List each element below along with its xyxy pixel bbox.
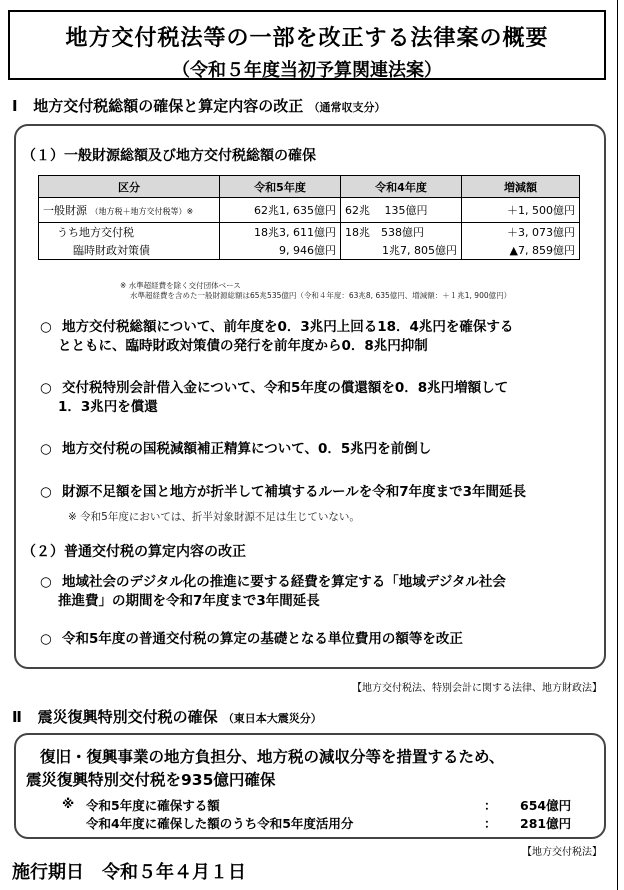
section2-text-line: 復旧・復興事業の地方負担分、地方税の減収分等を措置するため、 bbox=[40, 748, 505, 766]
table-cell: ＋3, 073億円 bbox=[462, 223, 580, 242]
table-cell: 9, 946億円 bbox=[220, 241, 341, 260]
table-footnote bbox=[120, 281, 511, 301]
subsection2-heading: （２）普通交付税の算定内容の改正 bbox=[22, 544, 246, 560]
table-cell: 18兆 538億円 bbox=[341, 223, 462, 242]
document-title: 地方交付税法等の一部を改正する法律案の概要 bbox=[65, 26, 549, 51]
table-footnote-line: 水準超経費を含めた一般財源総額は65兆535億円（令和４年度：63兆8, 635億円、増減額：＋１兆1, 900億円） bbox=[130, 291, 512, 300]
table-cell-label: 臨時財政対策債 bbox=[39, 241, 220, 260]
section2-row1-value: 654億円 bbox=[520, 798, 572, 813]
table-cell-label bbox=[39, 198, 220, 223]
section2-title-note: （東日本大震災分） bbox=[222, 712, 322, 725]
bullet-text: 地域社会のデジタル化の推進に要する経費を算定する「地域デジタル社会 bbox=[62, 574, 506, 590]
bullet-note: ※ 令和5年度においては、折半対象財源不足は生じていない。 bbox=[68, 511, 360, 523]
section2-row1-sep: ： bbox=[484, 798, 497, 813]
section1-heading bbox=[12, 95, 386, 116]
bullet-text-cont: 推進費」の期間を令和7年度まで3年間延長 bbox=[58, 593, 320, 609]
bullet-item bbox=[40, 630, 596, 649]
effective-date: 施行期日 令和５年４月１日 bbox=[12, 862, 246, 883]
bullet-text: 地方交付税総額について、前年度を0．3兆円上回る18．4兆円を確保する bbox=[62, 319, 514, 335]
table-footnote-line: ※ 水準超経費を除く交付団体ベース bbox=[120, 281, 241, 290]
bullet-mark: ○ bbox=[40, 574, 52, 590]
bullet-text-cont: 1．3兆円を償還 bbox=[58, 399, 158, 415]
bullet-item bbox=[40, 440, 596, 459]
section2-title: 震災復興特別交付税の確保 bbox=[37, 708, 218, 726]
section1-title: 地方交付税総額の確保と算定内容の改正 bbox=[33, 97, 304, 115]
bullet-mark: ○ bbox=[40, 380, 52, 396]
table-header: 増減額 bbox=[462, 176, 580, 198]
bullet-text: 財源不足額を国と地方が折半して補填するルールを令和7年度まで3年間延長 bbox=[62, 484, 527, 500]
bullet-item bbox=[40, 318, 596, 356]
table-cell: 62兆 135億円 bbox=[341, 198, 462, 223]
section2-note-mark: ※ bbox=[62, 796, 75, 811]
table-header: 令和4年度 bbox=[341, 176, 462, 198]
section1-numeral: Ⅰ bbox=[12, 97, 18, 115]
table-row bbox=[39, 198, 580, 223]
document-subtitle: （令和５年度当初予算関連法案） bbox=[172, 60, 442, 81]
finance-table bbox=[38, 175, 580, 260]
table-row bbox=[39, 223, 580, 242]
row-label: 一般財源 bbox=[43, 204, 87, 217]
table-cell: ▲7, 859億円 bbox=[462, 241, 580, 260]
bullet-mark: ○ bbox=[40, 319, 52, 335]
row-label-note: （地方税＋地方交付税等）※ bbox=[90, 207, 194, 216]
table-cell: 1兆7, 805億円 bbox=[341, 241, 462, 260]
page-edge-line bbox=[617, 0, 618, 890]
subsection1-heading: （１）一般財源総額及び地方交付税総額の確保 bbox=[22, 148, 316, 164]
bullet-text: 交付税特別会計借入金について、令和5年度の償還額を0．8兆円増額して bbox=[62, 380, 509, 396]
section2-numeral: Ⅱ bbox=[12, 708, 22, 726]
table-cell-label: うち地方交付税 bbox=[39, 223, 220, 242]
table-row bbox=[39, 241, 580, 260]
section1-citation: 【地方交付税法、特別会計に関する法律、地方財政法】 bbox=[352, 683, 602, 694]
title-box bbox=[8, 10, 606, 80]
section2-citation: 【地方交付税法】 bbox=[522, 847, 602, 858]
table-header: 区分 bbox=[39, 176, 220, 198]
section2-text-line: 震災復興特別交付税を935億円確保 bbox=[26, 771, 276, 789]
bullet-text: 令和5年度の普通交付税の算定の基礎となる単位費用の額等を改正 bbox=[62, 631, 463, 647]
table-cell: ＋1, 500億円 bbox=[462, 198, 580, 223]
bullet-item bbox=[40, 483, 596, 502]
bullet-mark: ○ bbox=[40, 631, 52, 647]
section2-heading bbox=[12, 706, 322, 727]
section1-title-note: （通常収支分） bbox=[308, 101, 386, 114]
table-header: 令和5年度 bbox=[220, 176, 341, 198]
section2-row2-label: 令和4年度に確保した額のうち令和5年度活用分 bbox=[86, 816, 354, 831]
section2-row2-value: 281億円 bbox=[520, 816, 572, 831]
bullet-item bbox=[40, 379, 596, 417]
table-cell: 18兆3, 611億円 bbox=[220, 223, 341, 242]
bullet-mark: ○ bbox=[40, 441, 52, 457]
bullet-mark: ○ bbox=[40, 484, 52, 500]
section2-row2-sep: ： bbox=[484, 816, 497, 831]
bullet-item bbox=[40, 573, 596, 611]
table-cell: 62兆1, 635億円 bbox=[220, 198, 341, 223]
table-header-row bbox=[39, 176, 580, 198]
section2-row1-label: 令和5年度に確保する額 bbox=[86, 798, 220, 813]
bullet-text: 地方交付税の国税減額補正精算について、0．5兆円を前倒し bbox=[62, 441, 432, 457]
bullet-text-cont: とともに、臨時財政対策債の発行を前年度から0．8兆円抑制 bbox=[58, 338, 428, 354]
